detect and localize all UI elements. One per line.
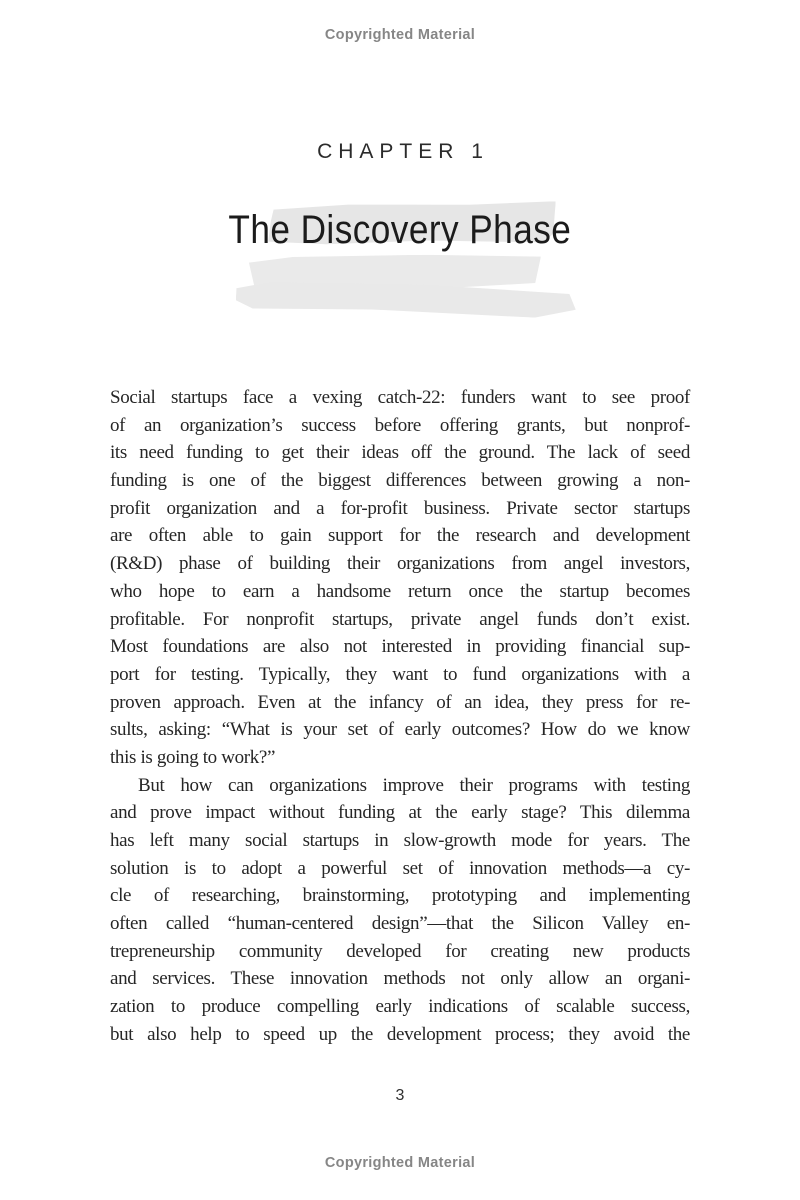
body-line: profit organization and a for-profit business. Private sector startups — [110, 497, 690, 519]
body-line: port for testing. Typically, they want to fund organizations with a — [110, 663, 690, 685]
body-line: but also help to speed up the development process; they avoid the — [110, 1023, 690, 1045]
body-text — [110, 384, 690, 1049]
body-line: are often able to gain support for the research and development — [110, 525, 690, 547]
body-line: Most foundations are also not interested in providing financial sup- — [110, 636, 690, 658]
chapter-title: The Discovery Phase — [228, 208, 572, 252]
body-line: proven approach. Even at the infancy of an idea, they press for re- — [110, 691, 690, 713]
body-line: profitable. For nonprofit startups, private angel funds don’t exist. — [110, 608, 690, 630]
body-line: this is going to work?” — [110, 746, 276, 768]
body-line: who hope to earn a handsome return once the startup becomes — [110, 580, 690, 602]
body-line: has left many social startups in slow-growth mode for years. The — [110, 830, 690, 851]
copyright-notice-bottom: Copyrighted Material — [324, 1155, 476, 1171]
brush-stroke-highlight-3 — [236, 279, 577, 318]
copyright-notice-top: Copyrighted Material — [324, 27, 476, 43]
body-line: often called “human-centered design”—that the Silicon Valley en- — [110, 913, 690, 935]
body-line: sults, asking: “What is your set of early outcomes? How do we know — [110, 719, 690, 741]
body-line: cle of researching, brainstorming, prototyping and implementing — [110, 885, 690, 907]
body-line: of an organization’s success before offering grants, but nonprof- — [110, 414, 690, 436]
body-line: solution is to adopt a powerful set of innovation methods—a cy- — [110, 857, 690, 879]
body-line: funding is one of the biggest differences between growing a non- — [110, 470, 690, 492]
chapter-title-wrap — [0, 208, 800, 253]
body-line: trepreneurship community developed for creating new products — [110, 940, 690, 962]
body-line: and services. These innovation methods not only allow an organi- — [110, 968, 690, 990]
body-line: its need funding to get their ideas off the ground. The lack of seed — [110, 442, 690, 464]
body-line: Social startups face a vexing catch-22: funders want to see proof — [110, 387, 690, 408]
chapter-label: CHAPTER 1 — [317, 140, 489, 163]
body-line: (R&D) phase of building their organizations from angel investors, — [110, 553, 690, 575]
body-line: zation to produce compelling early indications of scalable success, — [110, 996, 690, 1018]
body-line: But how can organizations improve their programs with testing — [138, 774, 690, 796]
body-line: and prove impact without funding at the early stage? This dilemma — [110, 802, 690, 824]
page-number: 3 — [395, 1087, 405, 1104]
